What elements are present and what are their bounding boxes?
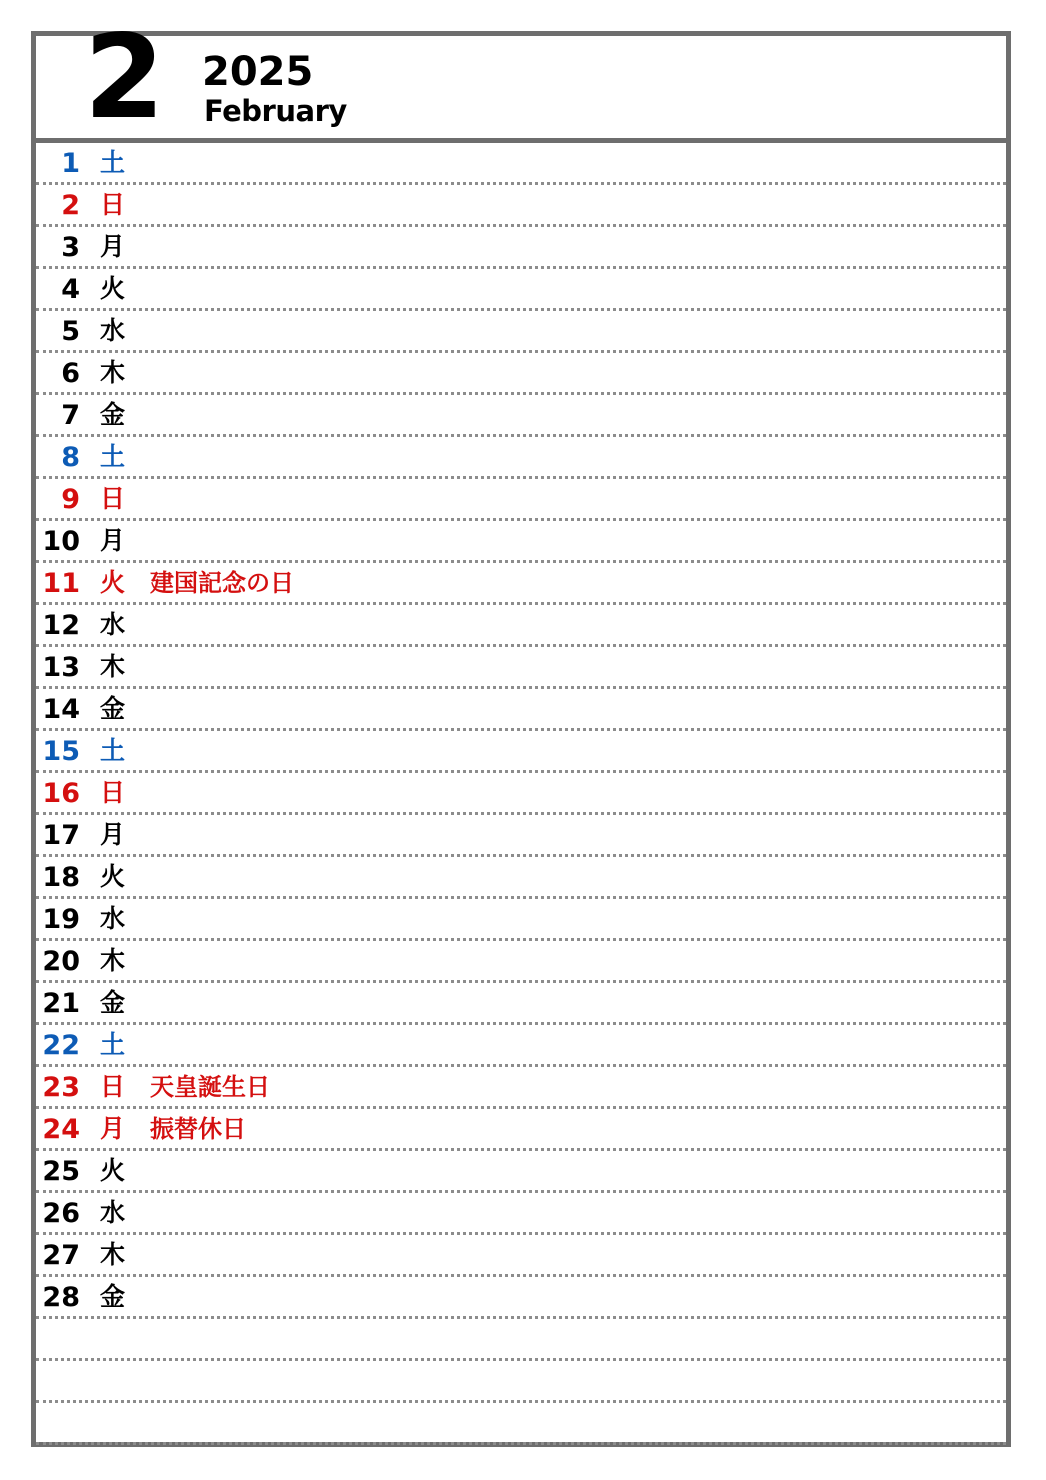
weekday-label: 月	[100, 232, 126, 261]
weekday-label: 土	[100, 148, 126, 177]
day-number: 26	[42, 1198, 80, 1229]
day-number: 11	[42, 568, 80, 599]
day-row[interactable]	[36, 983, 1006, 1025]
day-number: 23	[42, 1072, 80, 1103]
day-number: 6	[61, 358, 80, 389]
weekday-label: 土	[100, 736, 126, 765]
day-number: 16	[42, 778, 80, 809]
day-row[interactable]	[36, 1319, 1006, 1361]
day-row[interactable]	[36, 899, 1006, 941]
day-number: 22	[42, 1030, 80, 1061]
calendar-frame	[31, 10, 1011, 1447]
day-row[interactable]	[36, 143, 1006, 185]
weekday-label: 木	[100, 358, 126, 387]
day-row[interactable]	[36, 311, 1006, 353]
weekday-label: 日	[100, 484, 126, 513]
day-number: 5	[61, 316, 80, 347]
weekday-label: 月	[100, 526, 126, 555]
day-row[interactable]	[36, 941, 1006, 983]
day-number: 12	[42, 610, 80, 641]
day-number: 18	[42, 862, 80, 893]
weekday-label: 金	[100, 400, 126, 429]
weekday-label: 金	[100, 1282, 126, 1311]
weekday-label: 金	[100, 694, 126, 723]
day-row[interactable]	[36, 815, 1006, 857]
day-row[interactable]	[36, 1109, 1006, 1151]
day-number: 21	[42, 988, 80, 1019]
day-number: 28	[42, 1282, 80, 1313]
day-row[interactable]	[36, 1403, 1006, 1445]
day-row[interactable]	[36, 227, 1006, 269]
holiday-name: 天皇誕生日	[150, 1073, 270, 1101]
day-row[interactable]	[36, 563, 1006, 605]
day-number: 3	[61, 232, 80, 263]
day-number: 15	[42, 736, 80, 767]
day-number: 27	[42, 1240, 80, 1271]
day-number: 9	[61, 484, 80, 515]
day-number: 17	[42, 820, 80, 851]
weekday-label: 水	[100, 610, 126, 639]
day-row[interactable]	[36, 521, 1006, 563]
day-row[interactable]	[36, 353, 1006, 395]
day-row[interactable]	[36, 479, 1006, 521]
weekday-label: 木	[100, 652, 126, 681]
day-number: 24	[42, 1114, 80, 1145]
weekday-label: 日	[100, 190, 126, 219]
weekday-label: 水	[100, 1198, 126, 1227]
day-list	[36, 143, 1006, 1445]
weekday-label: 土	[100, 1030, 126, 1059]
weekday-label: 木	[100, 1240, 126, 1269]
day-row[interactable]	[36, 1361, 1006, 1403]
day-number: 20	[42, 946, 80, 977]
day-row[interactable]	[36, 269, 1006, 311]
weekday-label: 火	[100, 568, 126, 597]
calendar-header	[36, 10, 1006, 145]
weekday-label: 火	[100, 1156, 126, 1185]
month-name: February	[204, 94, 347, 128]
day-number: 7	[61, 400, 80, 431]
day-number: 19	[42, 904, 80, 935]
day-row[interactable]	[36, 731, 1006, 773]
weekday-label: 火	[100, 862, 126, 891]
weekday-label: 火	[100, 274, 126, 303]
year-label: 2025	[202, 49, 314, 95]
day-row[interactable]	[36, 647, 1006, 689]
weekday-label: 水	[100, 316, 126, 345]
weekday-label: 水	[100, 904, 126, 933]
month-number: 2	[84, 10, 165, 145]
weekday-label: 金	[100, 988, 126, 1017]
day-number: 25	[42, 1156, 80, 1187]
weekday-label: 月	[100, 820, 126, 849]
day-row[interactable]	[36, 689, 1006, 731]
day-row[interactable]	[36, 1151, 1006, 1193]
day-row[interactable]	[36, 857, 1006, 899]
day-number: 13	[42, 652, 80, 683]
day-number: 14	[42, 694, 80, 725]
day-number: 1	[61, 148, 80, 179]
weekday-label: 月	[100, 1114, 126, 1143]
weekday-label: 日	[100, 778, 126, 807]
holiday-name: 建国記念の日	[150, 569, 294, 597]
day-row[interactable]	[36, 185, 1006, 227]
day-row[interactable]	[36, 1025, 1006, 1067]
day-row[interactable]	[36, 395, 1006, 437]
day-number: 8	[61, 442, 80, 473]
day-number: 2	[61, 190, 80, 221]
day-row[interactable]	[36, 437, 1006, 479]
day-number: 4	[61, 274, 80, 305]
weekday-label: 日	[100, 1072, 126, 1101]
day-row[interactable]	[36, 1277, 1006, 1319]
day-row[interactable]	[36, 1067, 1006, 1109]
day-row[interactable]	[36, 1193, 1006, 1235]
day-number: 10	[42, 526, 80, 557]
day-row[interactable]	[36, 773, 1006, 815]
day-row[interactable]	[36, 1235, 1006, 1277]
weekday-label: 土	[100, 442, 126, 471]
weekday-label: 木	[100, 946, 126, 975]
holiday-name: 振替休日	[150, 1115, 246, 1143]
day-row[interactable]	[36, 605, 1006, 647]
